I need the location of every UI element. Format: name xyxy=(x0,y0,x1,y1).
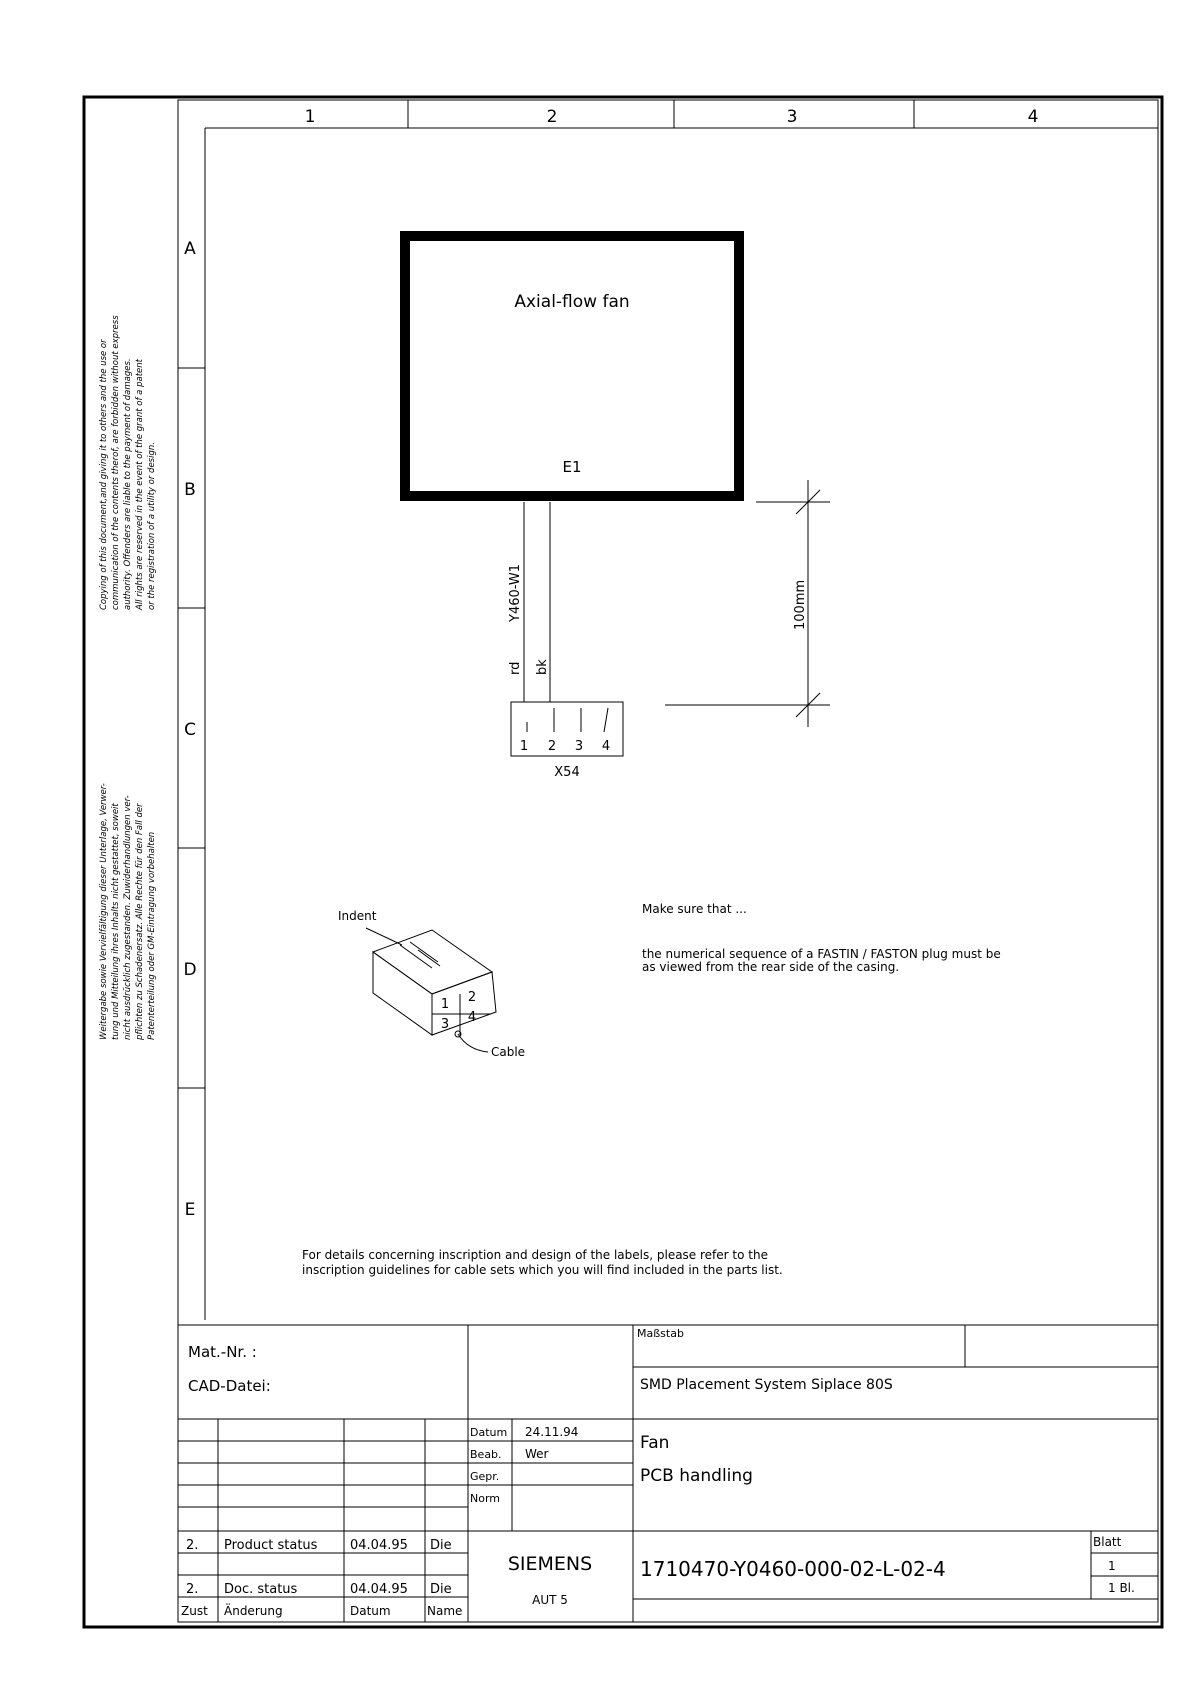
datum-label: Datum xyxy=(470,1426,508,1439)
beab-value: Wer xyxy=(525,1447,549,1461)
division-name: AUT 5 xyxy=(532,1593,568,1607)
rev1-aenderung: Product status xyxy=(224,1538,318,1553)
rev2-zust: 2. xyxy=(186,1582,199,1597)
svg-text:authority. Offenders are liabl: authority. Offenders are liable to the payment of damages. xyxy=(123,358,133,610)
svg-text:All rights are reserved in the: All rights are reserved in the event of the grant of a patent xyxy=(135,359,145,610)
header-datum: Datum xyxy=(350,1604,391,1618)
note-line-3: as viewed from the rear side of the casing. xyxy=(642,960,900,974)
svg-text:Copying of this document,and g: Copying of this document,and giving it to others and the use or xyxy=(99,339,109,610)
legal-notice-de xyxy=(99,783,157,1041)
header-aenderung: Änderung xyxy=(224,1604,283,1618)
drawing-number: 1710470-Y0460-000-02-L-02-4 xyxy=(640,1557,946,1581)
rev2-datum: 04.04.95 xyxy=(350,1582,408,1597)
footer-note-line-1: For details concerning inscription and design of the labels, please refer to the xyxy=(302,1248,768,1262)
row-label-b: B xyxy=(184,480,196,500)
gepr-label: Gepr. xyxy=(470,1470,500,1483)
connector-pin-2: 2 xyxy=(547,739,557,754)
column-label-1: 1 xyxy=(304,107,316,127)
column-label-2: 2 xyxy=(546,107,558,127)
footer-note-line-2: inscription guidelines for cable sets which you will find included in the parts list. xyxy=(302,1263,783,1277)
row-label-d: D xyxy=(183,960,197,980)
plug-pin-1: 1 xyxy=(440,997,450,1012)
mat-nr-label: Mat.-Nr. : xyxy=(188,1343,257,1361)
legal-notice-en xyxy=(99,315,157,611)
plug-pin-3: 3 xyxy=(440,1017,450,1032)
svg-text:nicht ausdrücklich zugestanden: nicht ausdrücklich zugestanden. Zuwiderhandlungen ver- xyxy=(123,795,133,1040)
rev2-aenderung: Doc. status xyxy=(224,1582,298,1597)
plug-illustration xyxy=(366,928,496,1052)
fan-designator: E1 xyxy=(562,458,582,476)
outer-frame xyxy=(84,97,1162,1627)
column-label-4: 4 xyxy=(1027,107,1039,127)
plug-pin-4: 4 xyxy=(467,1010,477,1025)
norm-label: Norm xyxy=(470,1492,501,1505)
svg-text:pflichten zu Schadenersatz. Al: pflichten zu Schadenersatz. Alle Rechte für den Fall der xyxy=(135,803,145,1040)
rev1-name: Die xyxy=(430,1538,452,1553)
drawing-frame xyxy=(178,100,1158,1622)
row-label-e: E xyxy=(184,1200,196,1220)
note-line-2: the numerical sequence of a FASTIN / FASTON plug must be xyxy=(642,947,1001,961)
note-line-1: Make sure that ... xyxy=(642,902,747,916)
wire-rd-label: rd xyxy=(508,661,523,675)
wire-bk-label: bk xyxy=(535,659,550,675)
fan-label: Axial-flow fan xyxy=(514,292,630,312)
connector-pin-3: 3 xyxy=(574,739,584,754)
column-label-3: 3 xyxy=(786,107,798,127)
svg-text:communication of the contents: communication of the contents therof, are forbidden without express xyxy=(111,315,121,610)
blatt-value: 1 xyxy=(1108,1559,1116,1573)
blatt-label: Blatt xyxy=(1093,1535,1122,1549)
connector-name: X54 xyxy=(554,765,580,780)
rev2-name: Die xyxy=(430,1582,452,1597)
plug-pin-2: 2 xyxy=(467,990,477,1005)
drawing-title-1: Fan xyxy=(640,1433,670,1453)
system-name: SMD Placement System Siplace 80S xyxy=(640,1377,893,1393)
connector-pin-1: 1 xyxy=(519,739,529,754)
cad-datei-label: CAD-Datei: xyxy=(188,1377,271,1395)
sheets-count: 1 Bl. xyxy=(1108,1581,1135,1595)
rev1-datum: 04.04.95 xyxy=(350,1538,408,1553)
beab-label: Beab. xyxy=(470,1448,502,1461)
datum-value: 24.11.94 xyxy=(525,1425,579,1439)
fan-box xyxy=(405,236,739,496)
drawing-title-2: PCB handling xyxy=(640,1466,753,1486)
svg-text:Weitergabe sowie Vervielfältig: Weitergabe sowie Vervielfältigung dieser Unterlage, Verwer- xyxy=(99,783,109,1040)
massstab-label: Maßstab xyxy=(637,1327,684,1340)
plug-cable-label: Cable xyxy=(491,1045,526,1059)
dimension-label: 100mm xyxy=(793,579,808,630)
plug-indent-label: Indent xyxy=(338,909,377,923)
header-name: Name xyxy=(427,1604,463,1618)
svg-text:or the registration of a utili: or the registration of a utility or design. xyxy=(147,442,157,610)
row-label-a: A xyxy=(184,239,196,259)
connector-pin-4: 4 xyxy=(601,739,611,754)
row-label-c: C xyxy=(184,720,196,740)
cable-name: Y460-W1 xyxy=(508,563,523,622)
svg-text:tung und Mitteilung ihres Inha: tung und Mitteilung ihres Inhalts nicht gestattet, soweit xyxy=(111,803,121,1040)
svg-text:Patenterteilung oder GM-Eintra: Patenterteilung oder GM-Eintragung vorbehalten xyxy=(147,831,157,1040)
company-name: SIEMENS xyxy=(507,1553,593,1575)
rev1-zust: 2. xyxy=(186,1538,199,1553)
header-zust: Zust xyxy=(181,1604,208,1618)
